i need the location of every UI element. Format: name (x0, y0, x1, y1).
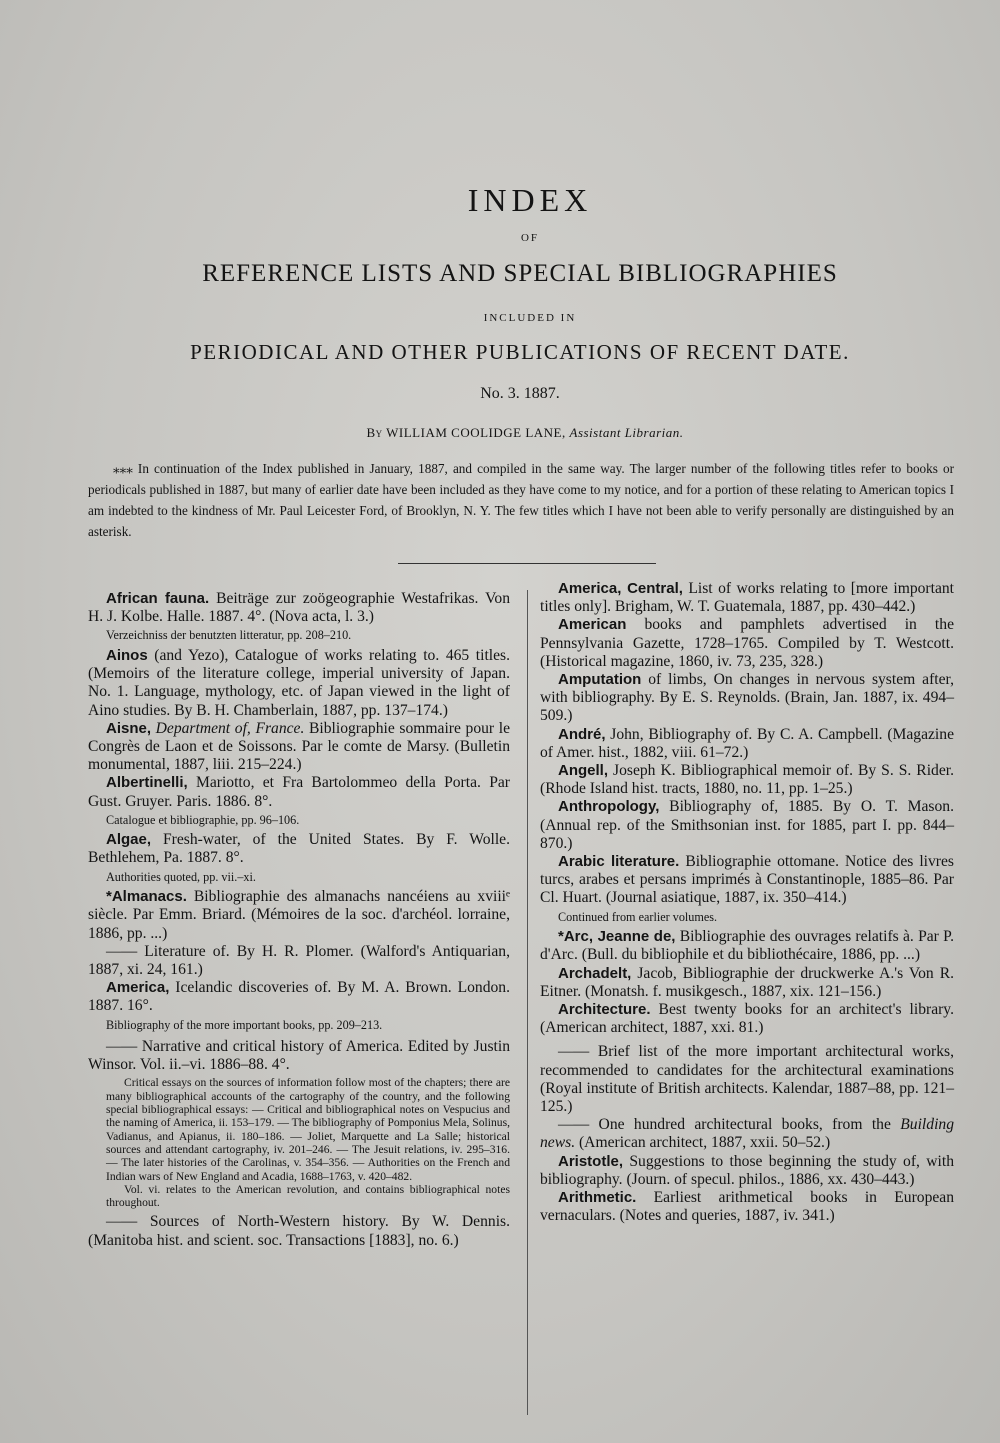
index-entry (540, 580, 954, 616)
section-divider (398, 563, 656, 564)
index-subentry: —— Brief list of the more important architectural works, recommended to candidates for the architectural examinations (Royal institute of British architects. Kalendar, 1887–88, pp. 121–125.) (540, 1043, 954, 1115)
entry-subject-italic: Department of, France. (151, 719, 305, 737)
entry-text: Suggestions to those beginning the study of, with bibliography. (Journ. of specul. philos., 1886, xx. 430–443.) (540, 1152, 954, 1188)
index-entry (88, 590, 510, 626)
index-entry (540, 616, 954, 671)
index-entry (88, 979, 510, 1015)
entry-text: Beiträge zur zoögeographie Westafrikas. Von H. J. Kolbe. Halle. 1887. 4°. (Nova acta, l. 3.) (88, 590, 510, 626)
page-title: INDEX (467, 182, 593, 218)
entry-headword: Arabic literature. (558, 853, 680, 871)
entry-headword: Albertinelli, (106, 774, 188, 792)
issue-number: No. 3. 1887. (480, 385, 560, 402)
index-entry (540, 1153, 954, 1189)
entry-headword: America, Central, (558, 580, 683, 597)
entry-text: John, Bibliography of. By C. A. Campbell. (Magazine of Amer. hist., 1882, viii. 61–72.) (540, 725, 954, 761)
page-subtitle-secondary: PERIODICAL AND OTHER PUBLICATIONS OF RECENT DATE. (190, 340, 850, 364)
index-subentry: —— Sources of North-Western history. By W. Dennis. (Manitoba hist. and scient. soc. Transactions [1883], no. 6.) (88, 1213, 510, 1249)
index-subentry: —— Literature of. By H. R. Plomer. (Walford's Antiquarian, 1887, xi. 24, 161.) (88, 942, 510, 978)
entry-text: Bibliographie des ouvrages relatifs à. Par P. d'Arc. (Bull. du bibliophile et du bibliothécaire, 1886, pp. ...) (540, 928, 954, 964)
index-entry (88, 720, 510, 775)
entry-text: Jacob, Bibliographie der druckwerke A.'s Von R. Eitner. (Monatsh. f. musikgesch., 1887, xix. 121–156.) (540, 964, 954, 1000)
index-entry (88, 647, 510, 720)
entry-text: Best twenty books for an architect's library. (American architect, 1887, xxi. 81.) (540, 1000, 954, 1037)
entry-text: List of works relating to [more important titles only]. Brigham, W. T. Guatemala, 1887, pp. 430–442.) (540, 580, 954, 616)
index-entry (540, 965, 954, 1001)
entry-source-italic: Building news. (540, 1116, 954, 1152)
entry-text: Fresh-water, of the United States. By F. Wolle. Bethlehem, Pa. 1887. 8°. (88, 831, 510, 867)
entry-headword: Amputation (558, 671, 642, 689)
index-entry (540, 726, 954, 762)
byline-by: By (366, 425, 383, 440)
byline (0, 425, 1000, 441)
entry-text: Bibliographie sommaire pour le Congrès de Laon et de Soissons. Par le comte de Marsy. (Bulletin monumental, 1887, liii. 215–224.) (88, 719, 510, 774)
index-entry (540, 928, 954, 964)
index-subentry (540, 1116, 954, 1152)
entry-headword: Algae, (106, 831, 152, 849)
entry-headword: Angell, (558, 762, 609, 780)
entry-headword: African fauna. (106, 590, 210, 607)
subtitle-connector-included: INCLUDED IN (483, 312, 577, 324)
entry-note: Bibliography of the more important books, pp. 209–213. (106, 1017, 383, 1032)
entry-text: (and Yezo), Catalogue of works relating to. 465 titles. (Memoirs of the literature college, imperial university of Japan. No. 1. Language, mythology, etc. of Japan viewed in the light of Aino studies. By B. H. Chamberlain, 1887, pp. 137–174.) (88, 646, 510, 719)
index-entry (540, 762, 954, 798)
index-entry (540, 853, 954, 908)
entry-text: Bibliography of, 1885. By O. T. Mason. (Annual rep. of the Smithsonian inst. for 1885, part I. pp. 844–870.) (540, 798, 954, 852)
index-entry (88, 888, 510, 943)
entry-note: Continued from earlier volumes. (558, 909, 718, 924)
entry-headword: Ainos (106, 646, 148, 664)
entry-headword: Archadelt, (558, 964, 632, 982)
entry-headword: Arithmetic. (558, 1189, 637, 1206)
right-column (540, 580, 954, 1225)
entry-headword: Anthropology, (558, 798, 660, 816)
entry-text: of limbs, On changes in nervous system after, with bibliography. By E. S. Reynolds. (Brain, Jan. 1887, ix. 494–509.) (540, 671, 954, 725)
entry-text: books and pamphlets advertised in the Pennsylvania Gazette, 1728–1765. Compiled by T. Westcott. (Historical magazine, 1860, iv. 73, 235, 328.) (540, 616, 954, 670)
entry-text: Icelandic discoveries of. By M. A. Brown. London. 1887. 16°. (88, 979, 510, 1015)
column-divider (527, 590, 528, 1415)
entry-text: Bibliographie des almanachs nancéiens au xviiiᵉ siècle. Par Emm. Briard. (Mémoires de la soc. d'archéol. lorraine, 1886, pp. ...) (88, 888, 510, 942)
byline-role: Assistant Librarian. (569, 425, 684, 440)
entry-headword: America, (106, 979, 170, 997)
entry-headword: American (558, 616, 627, 634)
entry-note: Authorities quoted, pp. vii.–xi. (106, 869, 256, 884)
entry-note: Vol. vi. relates to the American revolution, and contains bibliographical notes throughout. (106, 1182, 510, 1210)
entry-text: Joseph K. Bibliographical memoir of. By S. S. Rider. (Rhode Island hist. tracts, 1880, no. 11, pp. 1–25.) (540, 762, 954, 798)
left-column (88, 590, 510, 1250)
byline-author: WILLIAM COOLIDGE LANE, (386, 425, 566, 440)
entry-headword: *Arc, Jeanne de, (558, 928, 676, 946)
index-entry (88, 831, 510, 867)
entry-headword: *Almanacs. (106, 888, 187, 906)
entry-note: Catalogue et bibliographie, pp. 96–106. (106, 812, 300, 827)
index-entry (540, 798, 954, 853)
entry-note: Verzeichniss der benutzten litteratur, pp. 208–210. (106, 628, 352, 643)
title-connector-of: OF (520, 232, 540, 244)
page-subtitle: REFERENCE LISTS AND SPECIAL BIBLIOGRAPHIES (202, 260, 838, 287)
index-entry (88, 774, 510, 810)
index-entry (540, 1189, 954, 1225)
intro-paragraph: ⁎⁎⁎ In continuation of the Index published in January, 1887, and compiled in the same way. The larger number of the following titles refer to books or periodicals published in 1887, but many of earlier date have been included as they have come to my notice, and for a portion of these relating to American topics I am indebted to the kindness of Mr. Paul Leicester Ford, of Brooklyn, N. Y. The few titles which I have not been able to verify personally are distinguished by an asterisk. (88, 461, 954, 539)
entry-text: (American architect, 1887, xxii. 50–52.) (575, 1134, 831, 1152)
entry-headword: Aisne, (106, 719, 152, 737)
entry-text: Mariotto, et Fra Bartolommeo della Porta. Par Gust. Gruyer. Paris. 1886. 8°. (88, 774, 510, 810)
entry-note: Critical essays on the sources of information follow most of the chapters; there are many bibliographical accounts of the cartography of the country, and the following special bibliographical essays: — Critical and bibliographical notes on Vespucius and the naming of America, ii. 153–179. — The bibliography of Pomponius Mela, Solinus, Vadianus, and Apianus, ii. 180–186. — Joliet, Marquette and La Salle; historical sources and attendant cartography, iv. 201–246. — The Jesuit relations, iv. 295–316. — The later histories of the Carolinas, v. 354–356. — Authorities on the French and Indian wars of New England and Acadia, 1688–1763, v. 420–482. (106, 1076, 510, 1183)
entry-headword: Architecture. (558, 1000, 651, 1018)
index-entry (540, 1001, 954, 1037)
entry-headword: Aristotle, (558, 1152, 624, 1170)
entry-text: Earliest arithmetical books in European vernaculars. (Notes and queries, 1887, iv. 341.) (540, 1189, 954, 1225)
entry-text: Bibliographie ottomane. Notice des livres turcs, arabes et persans imprimés à Constantinople, 1885–86. Par Cl. Huart. (Journal asiatique, 1887, ix. 350–414.) (540, 853, 954, 907)
entry-text: —— One hundred architectural books, from the (558, 1116, 901, 1134)
index-entry (540, 671, 954, 726)
entry-headword: André, (558, 725, 606, 743)
index-subentry: —— Narrative and critical history of America. Edited by Justin Winsor. Vol. ii.–vi. 1886–88. 4°. (88, 1038, 510, 1074)
